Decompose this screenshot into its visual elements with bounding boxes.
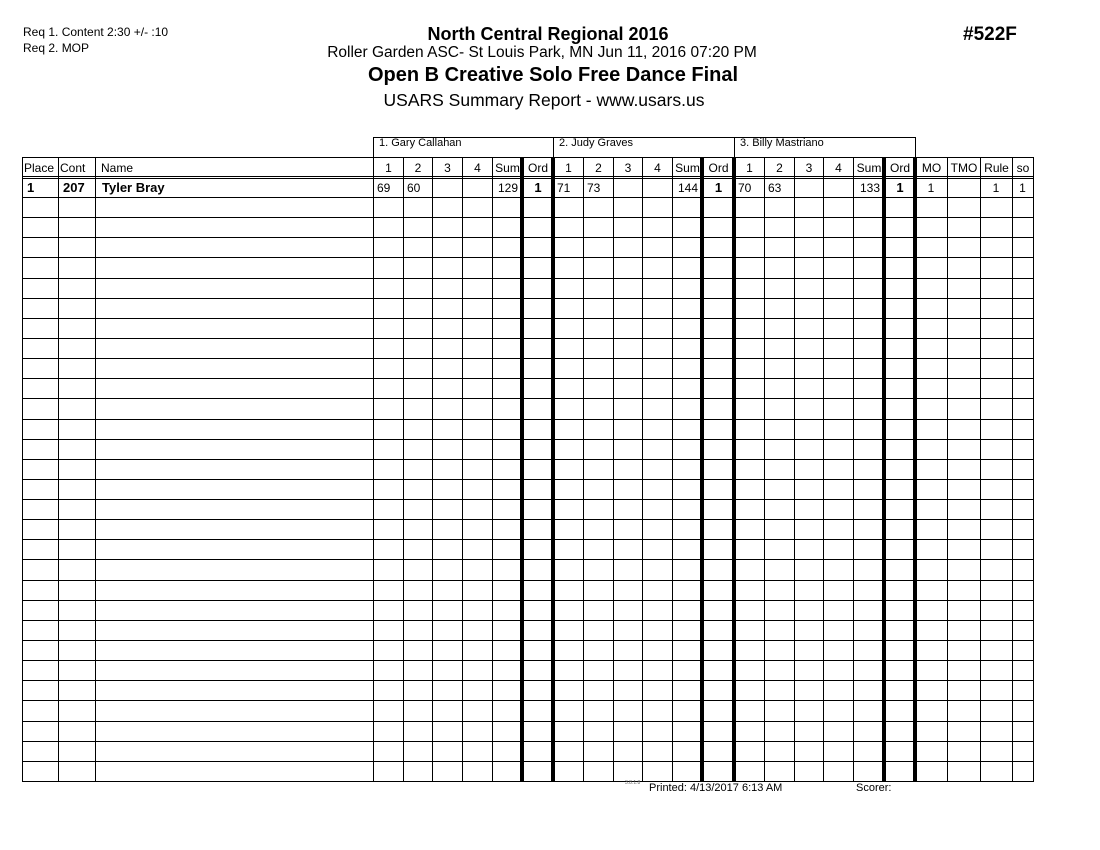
judge1-s2: 60 [407, 181, 421, 195]
judge2-sum: 144 [677, 181, 698, 195]
column-border [551, 157, 555, 782]
cont-value: 207 [63, 180, 85, 195]
column-border [1033, 157, 1034, 782]
column-border [732, 157, 736, 782]
header-so: so [1016, 161, 1030, 175]
header-judge1-col6: Ord [527, 161, 548, 175]
header-judge1-col4: 4 [474, 161, 481, 175]
judge1-s4 [466, 178, 491, 198]
header-judge1-col2: 2 [414, 161, 422, 175]
judge-name-1: 1. Gary Callahan [379, 137, 462, 149]
judge1-s3 [436, 178, 461, 198]
column-border [373, 157, 374, 782]
column-border [672, 157, 673, 782]
event-number: #522F [963, 24, 1017, 45]
column-border [492, 157, 493, 782]
column-border [58, 157, 59, 782]
header-judge1-col3: 3 [444, 161, 451, 175]
header-judge3-col6: Ord [889, 161, 910, 175]
scorer-label: Scorer: [856, 782, 892, 794]
judge-name-2: 2. Judy Graves [559, 137, 633, 149]
judge-box-divider [915, 137, 916, 157]
judge1-ord: 1 [534, 180, 542, 195]
column-border [22, 157, 23, 782]
header-judge3-col5: Sum [856, 161, 882, 175]
judge3-sum: 133 [859, 181, 880, 195]
header-judge2-col3: 3 [624, 161, 632, 175]
rule-value: 1 [992, 181, 1000, 195]
judge1-sum: 129 [497, 181, 518, 195]
judge3-ord: 1 [896, 180, 904, 195]
column-border [520, 157, 524, 782]
header-judge2-col6: Ord [708, 161, 729, 175]
column-border [613, 157, 614, 782]
judge2-s1: 71 [557, 181, 571, 195]
column-border [432, 157, 433, 782]
report-line: USARS Summary Report - www.usars.us [383, 90, 705, 110]
header-judge1-col1: 1 [385, 161, 392, 175]
venue-line: Roller Garden ASC- St Louis Park, MN Jun 11, 2016 07:20 PM [327, 44, 757, 61]
header-rule: Rule [984, 161, 1009, 175]
header-judge2-col4: 4 [654, 161, 661, 175]
event-title: Open B Creative Solo Free Dance Final [367, 64, 739, 86]
column-border [853, 157, 854, 782]
column-border [794, 157, 795, 782]
competition-title: North Central Regional 2016 [427, 24, 669, 44]
tmo-value [949, 178, 979, 198]
column-border [95, 157, 96, 782]
header-judge3-col4: 4 [835, 161, 842, 175]
header-judge2-col2: 2 [595, 161, 602, 175]
place-value: 1 [27, 180, 35, 195]
column-border [823, 157, 824, 782]
header-name: Name [101, 161, 134, 175]
judge2-ord: 1 [714, 180, 723, 195]
version-label: 3.8.1.8 [625, 780, 641, 786]
printed-timestamp: Printed: 4/13/2017 6:13 AM [649, 782, 783, 794]
column-border [1012, 157, 1013, 782]
skater-name: Tyler Bray [102, 180, 165, 195]
header-place: Place [24, 161, 55, 175]
judge-box-divider [553, 137, 554, 157]
column-border [403, 157, 404, 782]
header-judge2-col5: Sum [675, 161, 700, 175]
column-border [642, 157, 643, 782]
judge1-s1: 69 [377, 181, 391, 195]
judge3-s4 [827, 178, 852, 198]
header-judge2-col1: 1 [565, 161, 572, 175]
header-judge1-col5: Sum [495, 161, 520, 175]
judge-name-3: 3. Billy Mastriano [740, 137, 824, 149]
judge-box-divider [373, 137, 374, 157]
column-border [882, 157, 886, 782]
column-border [947, 157, 948, 782]
header-tmo: TMO [950, 161, 978, 175]
header-cont: Cont [60, 161, 86, 175]
so-value: 1 [1019, 181, 1026, 195]
judge-box-divider [734, 137, 735, 157]
requirement-1: Req 1. Content 2:30 +/- :10 [23, 25, 169, 39]
header-mo: MO [921, 161, 942, 175]
header-judge3-col1: 1 [746, 161, 753, 175]
judge2-s2: 73 [587, 181, 601, 195]
judge2-s4 [646, 178, 671, 198]
header-judge3-col3: 3 [805, 161, 813, 175]
requirement-2: Req 2. MOP [23, 41, 90, 55]
column-border [980, 157, 981, 782]
column-border [764, 157, 765, 782]
judge3-s3 [798, 178, 822, 198]
mo-value: 1 [927, 181, 935, 195]
judge3-s2: 63 [768, 181, 782, 195]
column-border [583, 157, 584, 782]
column-border [462, 157, 463, 782]
judge3-s1: 70 [738, 181, 752, 195]
judge2-s3 [617, 178, 641, 198]
column-border [913, 157, 917, 782]
header-judge3-col2: 2 [776, 161, 783, 175]
column-border [700, 157, 704, 782]
